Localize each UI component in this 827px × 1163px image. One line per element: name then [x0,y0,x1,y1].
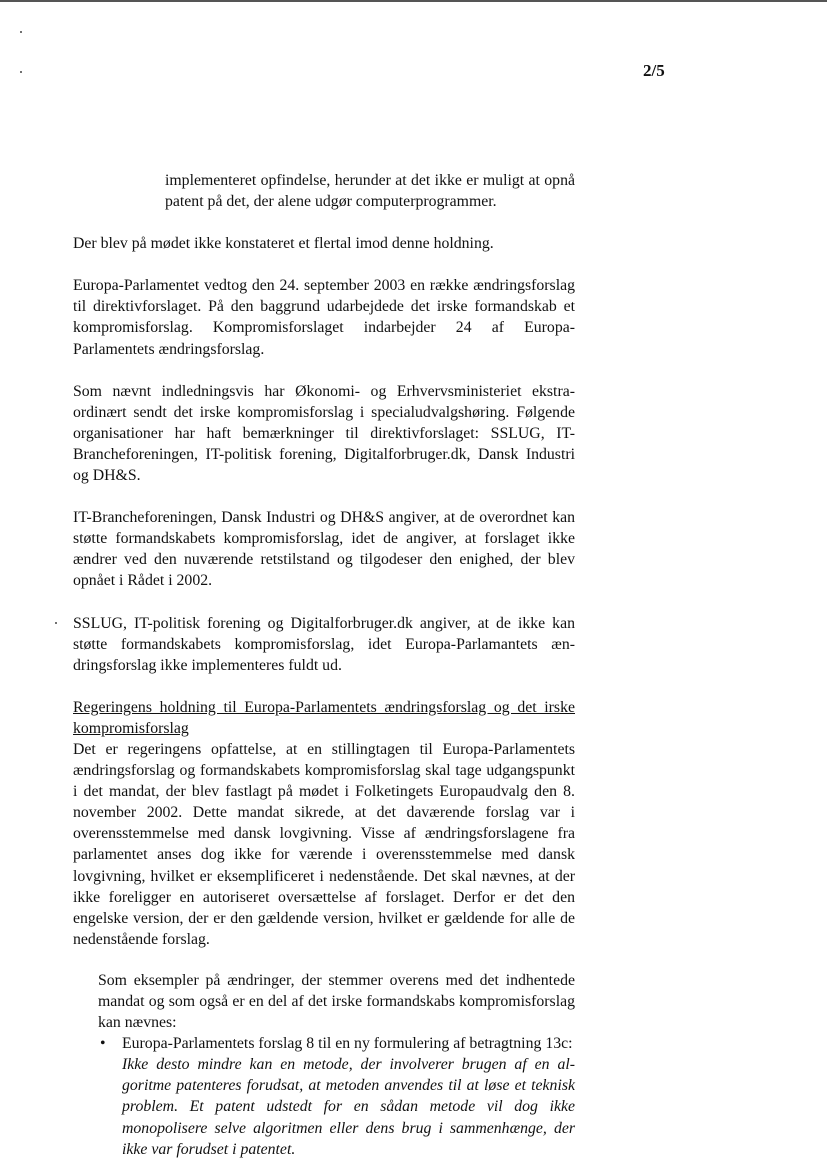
list-item [98,1033,575,1160]
paragraph: SSLUG, IT-politisk forening og Digitalforbruger.dk angiver, at de ikke kan støtte formandskabets kompromisforslag, idet Europa-Parlamantets ændringsforslag ikke implementeres fuldt ud. [73,614,575,674]
paragraph: Som eksempler på ændringer, der stemmer overens med det indhentede mandat og som også er en del af det irske formandskabs kompromisforslag kan nævnes: [98,971,575,1032]
top-rule [0,0,827,2]
paragraph: implementeret opfindelse, herunder at det ikke er muligt at opnå patent på det, der alene udgør computerprogrammer. [165,172,575,211]
paragraph: IT-Brancheforeningen, Dansk Industri og DH&S angiver, at de overordnet kan støtte formandskabets kompromisforslag, idet de angiver, at forslaget ikke ændrer ved den nuværende retstilstand og tilgodeser den enighed, der blev opnået i Rådet i 2002. [73,509,575,590]
document-body [73,170,575,1160]
list-item-text: Europa-Parlamentets forslag 8 til en ny formulering af betragtning 13c: [122,1035,573,1053]
bullet-list [98,1033,575,1160]
quoted-text: Ikke desto mindre kan en metode, der involverer brugen af en algoritme patenteres forudsat, at metoden anvendes til at løse et teknisk problem. Et patent udstedt for en sådan metode vil dog ikke monopolisere selve algoritmen eller dens brug i sammenhænge, der ikke var forudset i patentet. [122,1056,575,1158]
paragraph: Der blev på mødet ikke konstateret et flertal imod denne holdning. [73,235,494,253]
scan-mark [55,622,57,624]
paragraph: Det er regeringens opfattelse, at en stillingtagen til Europa-Parlamentets ændringsforslag og formandskabets kompromisforslag skal tage udgangspunkt i det mandat, der blev fastlagt på mødet i Folketingets Europaudvalg den 8. november 2002. Dette mandat sikrede, at det daværende forslag var i overensstemmelse med dansk lovgivning. Visse af ændringsforslagene fra parlamentet anses dog ikke for værende i overensstemmelse med dansk lovgivning, hvilket er eksemplificeret i nedenstående. Det skal nævnes, at der ikke foreligger en autoriseret oversættelse af forslaget. Derfor er det den engelske version, der er den gældende version, hvilket er gældende for alle de nedenstående forslag. [73,740,575,948]
page-number: 2/5 [643,61,665,80]
examples-block [98,970,575,1160]
paragraph: Europa-Parlamentet vedtog den 24. september 2003 en række ændringsforslag til direktivforslaget. På den baggrund udarbejdede det irske formandskab et kompromisforslag. Kompromisforslaget indarbejder 24 af Europa-Parlamentets ændringsforslag. [73,277,575,358]
bullet-icon: • [100,1035,106,1053]
paragraph: Som nævnt indledningsvis har Økonomi- og Erhvervsministeriet ekstraordinært sendt det irske kompromisforslag i specialudvalgshøring. Følgende organisationer har haft bemærkninger til direktivforslaget: SSLUG, IT-Brancheforeningen, IT-politisk forening, Digitalforbruger.dk, Dansk Industri og DH&S. [73,382,575,485]
scan-mark [20,31,22,33]
section-heading: Regeringens holdning til Europa-Parlamentets ændringsforslag og det irske kompromisforslag [73,698,575,737]
scan-mark [20,71,22,73]
